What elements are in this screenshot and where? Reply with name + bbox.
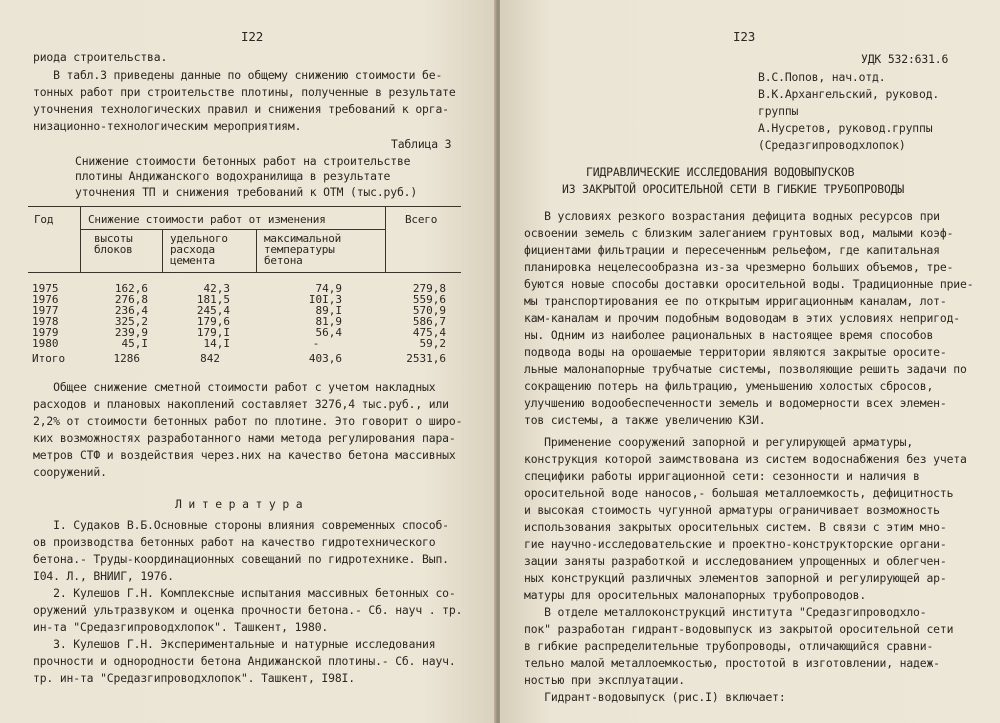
table-cell: 162,6 [114, 282, 148, 295]
table-caption: плотины Андижанского водохранилища в результате [75, 169, 391, 183]
table-cell: 236,4 [114, 304, 148, 317]
table-cell: 245,4 [196, 304, 230, 317]
table-cell: 325,2 [114, 315, 148, 328]
table-cell: 45,I [121, 337, 148, 350]
udc-code: УДК 532:631.6 [861, 52, 949, 66]
text-line: сооружений. [33, 465, 107, 479]
table-rule [162, 229, 163, 272]
text-line: мы транспортирования ее по открытым ирригационным каналам, лот- [524, 294, 947, 308]
text-line: буются новые способы доставки оросительной воды. Традиционные прие- [524, 277, 974, 291]
text-line: Применение сооружений запорной и регулирующей арматуры, [524, 435, 914, 449]
author-line: (Средазгипроводхлопок) [758, 138, 906, 152]
text-line: ных конструкций различных элементов запорной и регулирующей ар- [524, 571, 947, 585]
reference-line: ин-та "Средазгипроводхлопок". Ташкент, 1980. [33, 620, 329, 634]
table-cell: 181,5 [196, 293, 230, 306]
reference-line: I04. Л., ВНИИГ, 1976. [33, 569, 174, 583]
reference-line: прочности и однородности бетона Андижанской плотины.- Сб. науч. [33, 654, 456, 668]
text-line: матуры для оросительных малонапорных трубопроводов. [524, 588, 867, 602]
total-cell: 1286 [113, 352, 140, 365]
reference-line: тр. ин-та "Средазгипроводхлопок". Ташкент, I98I. [33, 671, 355, 685]
table-subheader: бетона [264, 254, 303, 267]
article-title: ГИДРАВЛИЧЕСКИЕ ИССЛЕДОВАНИЯ ВОДОВЫПУСКОВ [586, 165, 855, 179]
text-line: тов системы, а также увеличению КЗИ. [524, 413, 766, 427]
text-line: Гидрант-водовыпуск (рис.I) включает: [524, 690, 786, 704]
table-rule [28, 272, 461, 273]
year-1975: 1975 [32, 282, 59, 295]
author-line: А.Нусретов, руковод.группы [758, 121, 933, 135]
table-cell: - [312, 337, 320, 350]
left-page [0, 0, 497, 723]
table-cell: I0I,3 [308, 293, 342, 306]
author-line: группы [758, 104, 799, 118]
table-subheader: максимальной [264, 232, 342, 245]
year-1976: 1976 [32, 293, 59, 306]
table-cell: 56,4 [315, 326, 342, 339]
reference-line: 3. Кулешов Г.Н. Экспериментальные и натурные исследования [33, 637, 436, 651]
table-label: Таблица 3 [391, 137, 452, 151]
table-subheader: блоков [94, 243, 133, 256]
text-line: ны. Одним из наиболее рациональных в настоящее время способов [524, 328, 934, 342]
table-cell: 89,I [315, 304, 342, 317]
author-line: В.С.Попов, нач.отд. [758, 70, 886, 84]
table-rule [28, 206, 461, 207]
text-line: освоении земель с близким залеганием грунтовых вод, малыми коэф- [524, 226, 954, 240]
text-line: сокращению потерь на фильтрацию, уменьшению холостых сбросов, [524, 379, 934, 393]
text-line: В условиях резкого возрастания дефицита водных ресурсов при [524, 209, 940, 223]
table-subheader: температуры [264, 243, 335, 256]
text-line: метров СТФ и воздействия через.них на качество бетона массивных [33, 448, 456, 462]
reference-line: оружений ультразвуком и оценка прочности бетона.- Сб. науч . тр. [33, 603, 463, 617]
table-cell: 570,9 [412, 304, 446, 317]
year-1977: 1977 [32, 304, 59, 317]
total-cell: 403,6 [308, 352, 342, 365]
reference-line: бетона.- Труды-координационных совещаний по гидротехнике. Вып. [33, 552, 449, 566]
references-heading: Л и т е р а т у р а [175, 497, 303, 511]
table-cell: 559,6 [412, 293, 446, 306]
text-line: льные малонапорные трубчатые системы, позволяющие решить задачи по [524, 362, 967, 376]
table-rule [80, 206, 81, 272]
table-subheader: расхода [170, 243, 215, 256]
reference-line: 2. Кулешов Г.Н. Комплексные испытания массивных бетонных со- [33, 586, 456, 600]
table-cell: 81,9 [315, 315, 342, 328]
text-line: и высокая стоимость чугунной арматуры ограничивает возможность [524, 503, 940, 517]
text-line: улучшению водообеспеченности земель и водомерности всех элемен- [524, 396, 947, 410]
table-header-group: Снижение стоимости работ от изменения [88, 213, 326, 226]
text-line: подвода воды на орошаемые территории являются закрытые оросите- [524, 345, 947, 359]
text-line: зации заняты разработкой и исследованием упрощенных и облегчен- [524, 554, 947, 568]
text-line: В табл.3 приведены данные по общему снижению стоимости бе- [33, 68, 443, 82]
total-cell: 842 [200, 352, 220, 365]
table-subheader: удельного [170, 232, 228, 245]
total-label: Итого [32, 352, 66, 365]
text-line: риода строительства. [33, 50, 168, 64]
table-cell: 475,4 [412, 326, 446, 339]
table-header-total: Всего [405, 213, 438, 226]
text-line: в гибкие распределительные трубопроводы, отличающийся сравни- [524, 639, 934, 653]
table-cell: 276,8 [114, 293, 148, 306]
text-line: конструкция которой заимствована из систем водоснабжения без учета [524, 452, 967, 466]
text-line: расходов и плановых накоплений составляет 3276,4 тыс.руб., или [33, 397, 449, 411]
table-cell: 239,9 [114, 326, 148, 339]
text-line: кам-каналам и прочим подобным водоводам в этих условиях непригод- [524, 311, 961, 325]
table-cell: 586,7 [412, 315, 446, 328]
table-rule [80, 229, 385, 230]
table-rule [385, 206, 386, 272]
text-line: специфики работы ирригационной сети: сезонности и наличия в [524, 469, 920, 483]
reference-line: ов производства бетонных работ на качество гидротехнического [33, 535, 436, 549]
text-line: планировка нецелесообразна из-за чрезмерно больших объемов, тре- [524, 260, 954, 274]
text-line: В отделе металлоконструкций института "Средазгипроводхло- [524, 605, 927, 619]
table-header-year: Год [34, 213, 54, 226]
table-cell: 59,2 [419, 337, 446, 350]
text-line: оросительной воде наносов,- большая металлоемкость, дефицитность [524, 486, 954, 500]
article-title: ИЗ ЗАКРЫТОЙ ОРОСИТЕЛЬНОЙ СЕТИ В ГИБКИЕ ТРУБОПРОВОДЫ [562, 182, 905, 196]
text-line: Общее снижение сметной стоимости работ с учетом накладных [33, 380, 436, 394]
year-1979: 1979 [32, 326, 59, 339]
reference-line: I. Судаков В.Б.Основные стороны влияния современных способ- [33, 518, 449, 532]
page-number: I23 [733, 29, 756, 44]
table-subheader: цемента [170, 254, 215, 267]
table-cell: 179,6 [196, 315, 230, 328]
year-1978: 1978 [32, 315, 59, 328]
text-line: тельно малой металлоемкостью, простотой в изготовлении, надеж- [524, 656, 940, 670]
table-rule [256, 229, 257, 272]
total-cell: 2531,6 [406, 352, 446, 365]
text-line: использования закрытых оросительных систем. В связи с этим мно- [524, 520, 947, 534]
text-line: гие научно-исследовательские и проектно-конструкторские органи- [524, 537, 947, 551]
table-caption: Снижение стоимости бетонных работ на строительстве [75, 154, 411, 168]
table-cell: 74,9 [315, 282, 342, 295]
author-line: В.К.Архангельский, руковод. [758, 87, 940, 101]
text-line: фициентами фильтрации и пересеченным рельефом, где капитальная [524, 243, 940, 257]
text-line: ких возможностях разработанного нами метода регулирования пара- [33, 431, 456, 445]
year-1980: 1980 [32, 337, 59, 350]
text-line: ностью при эксплуатации. [524, 673, 685, 687]
text-line: пок" разработан гидрант-водовыпуск из закрытой оросительной сети [524, 622, 954, 636]
table-cell: 179,I [196, 326, 230, 339]
text-line: уточнения технологических правил и снижения требований к орга- [33, 102, 449, 116]
table-cell: 14,I [203, 337, 230, 350]
table-cell: 279,8 [412, 282, 446, 295]
page-number: I22 [241, 29, 264, 44]
text-line: низационно-технологическим мероприятиям. [33, 119, 302, 133]
text-line: тонных работ при строительстве плотины, полученные в результате [33, 85, 456, 99]
right-page [500, 0, 1000, 723]
table-subheader: высоты [94, 232, 133, 245]
table-caption: уточнения ТП и снижения требований к ОТМ (тыс.руб.) [75, 185, 418, 199]
table-cell: 42,3 [203, 282, 230, 295]
text-line: 2,2% от стоимости бетонных работ по плотине. Это говорит о широ- [33, 414, 463, 428]
